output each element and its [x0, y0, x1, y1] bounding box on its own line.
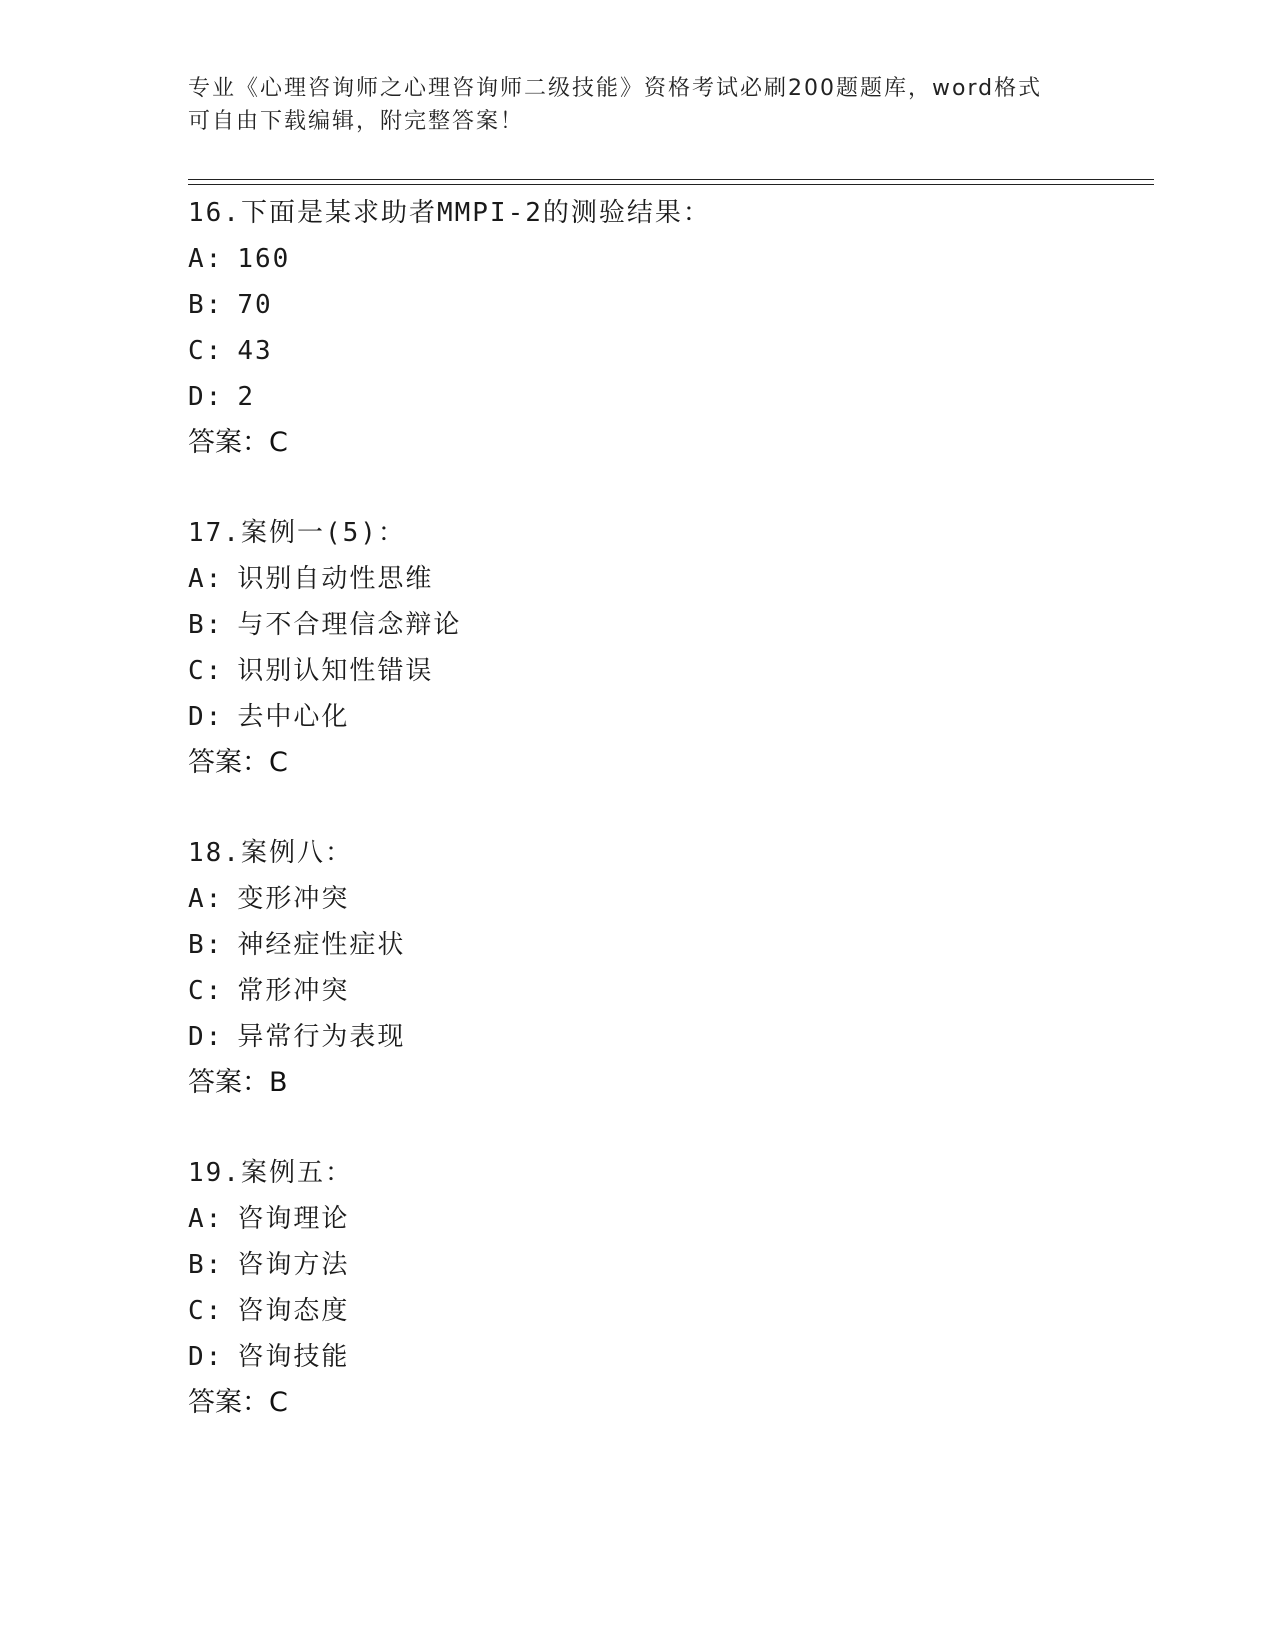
option-text: 160 — [237, 244, 291, 274]
option-key: C: — [188, 1296, 224, 1326]
option-text: 异常行为表现 — [237, 1022, 406, 1052]
option-key: B: — [188, 610, 224, 640]
answer-line: 答案：C — [188, 747, 288, 778]
option-key: B: — [188, 290, 224, 320]
option-text: 去中心化 — [237, 702, 350, 732]
option-b — [188, 922, 1148, 968]
option-key: A: — [188, 564, 224, 594]
option-a — [188, 236, 1148, 282]
option-text: 咨询理论 — [237, 1204, 350, 1234]
answer-line: 答案：C — [188, 1387, 288, 1418]
answer-line: 答案：C — [188, 427, 288, 458]
option-d — [188, 374, 1148, 420]
option-d — [188, 694, 1148, 740]
option-text: 神经症性症状 — [237, 930, 406, 960]
question-stem: 19.案例五： — [188, 1158, 353, 1188]
option-text: 常形冲突 — [237, 976, 350, 1006]
option-b — [188, 282, 1148, 328]
option-key: D: — [188, 1022, 224, 1052]
option-key: B: — [188, 1250, 224, 1280]
question-17 — [188, 510, 1148, 786]
option-text: 70 — [237, 290, 273, 320]
option-c — [188, 648, 1148, 694]
option-key: C: — [188, 336, 224, 366]
option-text: 43 — [237, 336, 273, 366]
question-19 — [188, 1150, 1148, 1426]
question-16 — [188, 190, 1148, 466]
option-text: 变形冲突 — [237, 884, 350, 914]
question-list — [188, 190, 1148, 1470]
option-text: 识别自动性思维 — [237, 564, 434, 594]
option-b — [188, 602, 1148, 648]
option-text: 咨询方法 — [237, 1250, 350, 1280]
option-c — [188, 968, 1148, 1014]
question-stem: 18.案例八： — [188, 838, 353, 868]
answer-line: 答案：B — [188, 1067, 288, 1098]
option-key: A: — [188, 244, 224, 274]
option-text: 咨询技能 — [237, 1342, 350, 1372]
option-key: A: — [188, 884, 224, 914]
option-text: 与不合理信念辩论 — [237, 610, 462, 640]
option-key: D: — [188, 382, 224, 412]
option-key: C: — [188, 976, 224, 1006]
option-text: 咨询态度 — [237, 1296, 350, 1326]
option-b — [188, 1242, 1148, 1288]
option-d — [188, 1334, 1148, 1380]
option-a — [188, 1196, 1148, 1242]
option-key: D: — [188, 702, 224, 732]
option-key: D: — [188, 1342, 224, 1372]
header-divider-bottom — [188, 184, 1154, 185]
header-line-1: 专业《心理咨询师之心理咨询师二级技能》资格考试必刷200题题库，word格式 — [188, 76, 1043, 101]
option-c — [188, 1288, 1148, 1334]
question-18 — [188, 830, 1148, 1106]
question-stem: 16.下面是某求助者MMPI-2的测验结果： — [188, 198, 711, 228]
option-key: A: — [188, 1204, 224, 1234]
option-text: 2 — [237, 382, 255, 412]
header-line-2: 可自由下载编辑，附完整答案！ — [188, 109, 525, 134]
document-header — [188, 72, 1088, 138]
question-stem: 17.案例一(5)： — [188, 518, 406, 548]
header-divider-top — [188, 179, 1154, 180]
option-a — [188, 556, 1148, 602]
option-a — [188, 876, 1148, 922]
option-c — [188, 328, 1148, 374]
option-text: 识别认知性错误 — [237, 656, 434, 686]
option-d — [188, 1014, 1148, 1060]
option-key: B: — [188, 930, 224, 960]
option-key: C: — [188, 656, 224, 686]
